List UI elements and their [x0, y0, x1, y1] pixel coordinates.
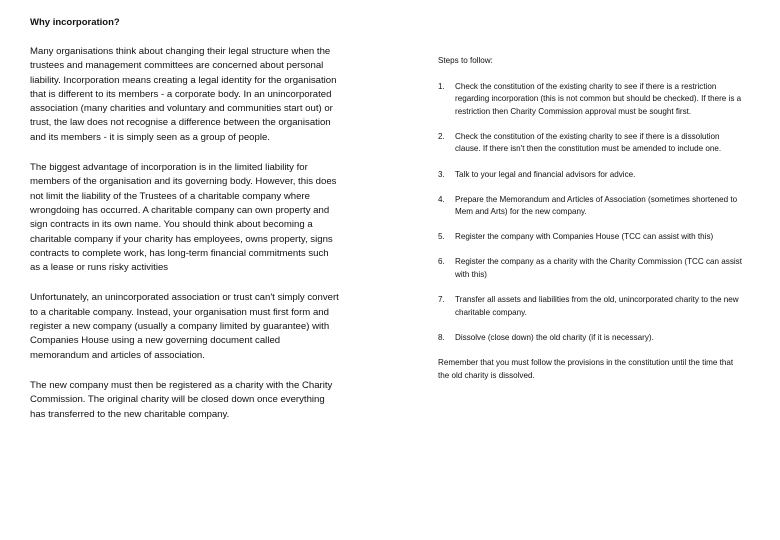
step-number: 7. — [438, 295, 445, 305]
step-item — [438, 169, 743, 182]
step-number: 6. — [438, 257, 445, 267]
step-number: 4. — [438, 194, 445, 204]
step-text: Dissolve (close down) the old charity (if it is necessary). — [455, 332, 654, 342]
step-text: Prepare the Memorandum and Articles of Association (sometimes shortened to Mem and Arts) for the new company. — [455, 194, 738, 217]
step-number: 1. — [438, 81, 445, 91]
step-item — [438, 332, 743, 345]
step-number: 3. — [438, 169, 445, 179]
step-text: Register the company as a charity with the Charity Commission (TCC can assist with this) — [455, 257, 742, 280]
step-item — [438, 81, 743, 119]
paragraph-registration: The new company must then be registered as a charity with the Charity Commission. The original charity will be closed down once everything has transferred to the new charitable company. — [30, 379, 333, 420]
step-item — [438, 231, 743, 244]
page-heading: Why incorporation? — [30, 17, 120, 28]
steps-title: Steps to follow: — [438, 56, 493, 65]
closing-note: Remember that you must follow the provisions in the constitution until the time that the old charity is dissolved. — [438, 357, 734, 380]
step-text: Check the constitution of the existing charity to see if there is a dissolution clause. If there isn't then the constitution must be amended to include one. — [455, 131, 722, 154]
step-item — [438, 194, 743, 219]
left-column — [30, 45, 340, 438]
paragraph-limited-liability: The biggest advantage of incorporation is in the limited liability for members of the organisation and its governing body. However, this does not limit the liability of the Trustees of a charitable company where wrongdoing has occurred. A charitable company can own property and sign contracts in its own name. You should think about becoming a charitable company if your charity has employees, owns property, signs contracts to complete work, has long-term financial commitments such as a lease or runs risky activities — [30, 162, 337, 274]
step-text: Talk to your legal and financial advisors for advice. — [455, 169, 636, 179]
step-text: Check the constitution of the existing charity to see if there is a restriction regarding incorporation (this is not common but should be checked). If there is a restriction then Charity Commission approval must be sought first. — [455, 81, 742, 116]
step-text: Transfer all assets and liabilities from the old, unincorporated charity to the new charitable company. — [455, 295, 739, 317]
steps-list — [438, 81, 743, 345]
right-column — [438, 55, 743, 382]
step-text: Register the company with Companies House (TCC can assist with this) — [455, 232, 714, 242]
step-number: 2. — [438, 131, 445, 141]
step-item — [438, 131, 743, 156]
paragraph-personal-liability: Many organisations think about changing their legal structure when the trustees and management committees are concerned about personal liability. Incorporation means creating a legal identity for the organisation that is different to its members - a corporate body. In an unincorporated association (many charities and voluntary and communities start out) or trust, the law does not recognise a difference between the organisation and its members - it is simply seen as a group of people. — [30, 46, 337, 143]
paragraph-conversion: Unfortunately, an unincorporated association or trust can't simply convert to a charitable company. Instead, your organisation must first form and register a new company (usually a company limited by guarantee) with Companies House using a new governing document called memorandum and articles of association. — [30, 292, 339, 361]
step-item — [438, 294, 743, 319]
step-number: 5. — [438, 232, 445, 242]
step-number: 8. — [438, 332, 445, 342]
step-item — [438, 256, 743, 281]
